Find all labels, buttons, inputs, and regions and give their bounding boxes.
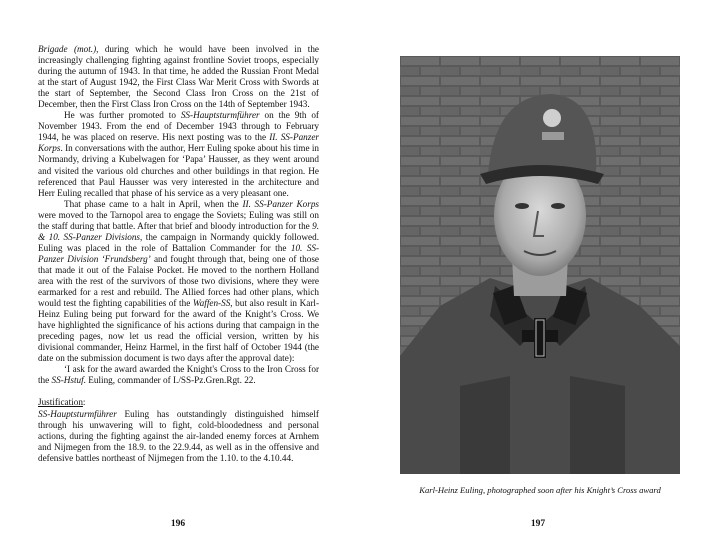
page-number-left: 196 [170, 519, 186, 529]
photo-caption: Karl-Heinz Euling, photographed soon after his Knight’s Cross award [419, 485, 661, 495]
portrait-photo [400, 56, 680, 474]
justification-heading: Justification: [38, 397, 86, 408]
body-text [38, 44, 319, 464]
paragraph-5: SS-Hauptsturmführer Euling has outstandingly distinguished himself through his unwavering will to fight, cold-bloodedness and personal actions, during the fighting against the air-landed enemy forces at Arnhem and Nijmegen from the 18.9. to the 22.9.44, as well as in the offensive and defensive battles northeast of Nijmegen from the 1.10. to the 4.10.44. [38, 408, 319, 463]
portrait-illustration [400, 56, 680, 474]
page-number-right: 197 [530, 519, 546, 529]
paragraph-1: Brigade (mot.), during which he would have been involved in the increasingly challenging fighting against frontline Soviet troops, especially during the autumn of 1943. In that time, he added the Russian Front Medal at the start of August 1942, the First Class War Merit Cross with Swords at the start of September, the Second Class Iron Cross on the 21st of December, then the First Class Iron Cross on the 14th of September 1943. [38, 44, 320, 110]
paragraph-3: That phase came to a halt in April, when the II. SS-Panzer Korps were moved to the Tarnopol area to engage the Soviets; Euling was still on the staff during that battle. After that brief and bloody introduction for the 9. & 10. SS-Panzer Divisions, the campaign in Normandy quickly followed. Euling was placed in the role of Battalion Commander for the 10. SS-Panzer Division ‘Frundsberg’ and fought through that, being one of those that made it out of the Falaise Pocket. He moved to the northern Holland area with the rest of the survivors of those two divisions, where they were earmarked for a rest and rebuild. The Allied forces had other plans, which would test the fighting capabilities of the Waffen-SS, but also result in Karl-Heinz Euling being put forward for the award of the Knight’s Cross. We have highlighted the significance of his actions during that campaign in the preceding pages, now let us read the official version, written by his divisional commander, Heinz Harmel, in the first half of October 1944 (the date on the submission document is two days after the approval date): [38, 198, 320, 364]
paragraph-4: ‘I ask for the award awarded the Knight's Cross to the Iron Cross for the SS-Hstuf. Euling, commander of I./SS-Pz.Gren.Rgt. 22. [38, 364, 319, 386]
right-page [360, 0, 720, 546]
paragraph-2: He was further promoted to SS-Hauptsturmführer on the 9th of November 1943. From the end of December 1943 through to February 1944, he was placed on reserve. His next posting was to the II. SS-Panzer Korps. In conversations with the author, Herr Euling spoke about his time in Normandy, driving a Kubelwagen for ‘Papa’ Hausser, as they went around and visited the various old churches and other buildings in that region. He referenced that Paul Hausser was very interested in the architecture and Herr Euling recalled that phase of his service as a very pleasant one. [38, 110, 319, 198]
